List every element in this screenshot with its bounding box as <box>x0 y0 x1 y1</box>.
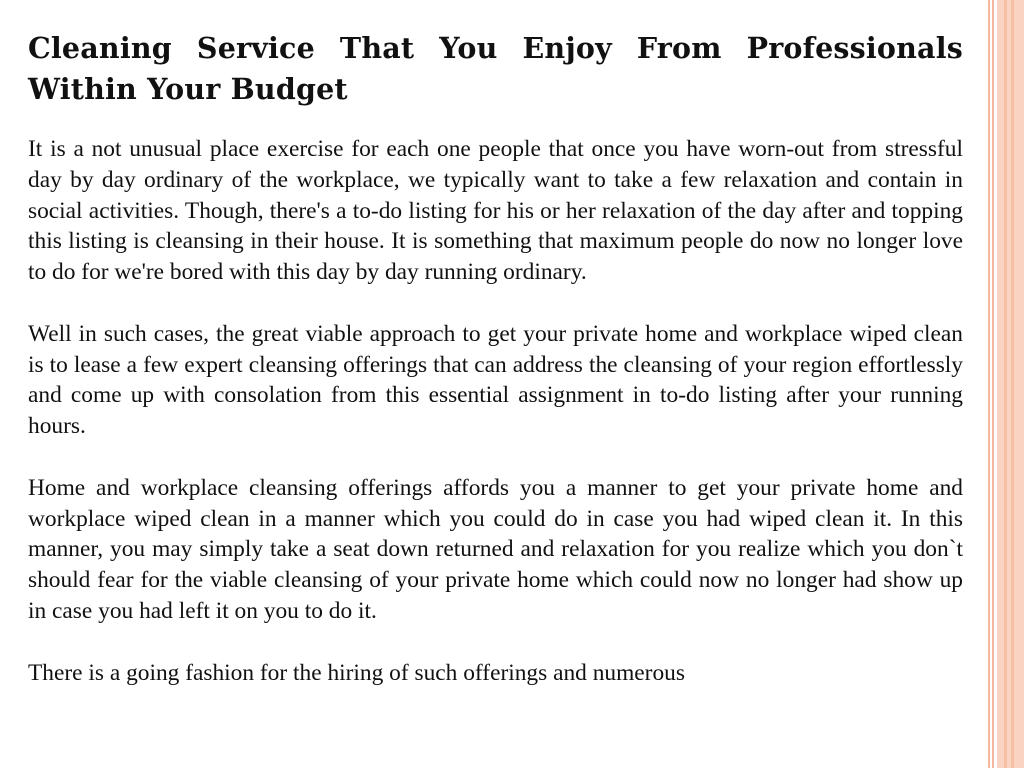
slide-title: Cleaning Service That You Enjoy From Professionals Within Your Budget <box>28 31 963 106</box>
border-line <box>988 0 990 768</box>
body-paragraph-1: It is a not unusual place exercise for each one people that once you have worn-out from stressful day by day ordinary of the workplace, we typically want to take a few relaxation and contain in social activities. Though, there's a to-do listing for his or her relaxation of the day after and topping this listing is cleansing in their house. It is something that maximum people do now no longer love to do for we're bored with this day by day running ordinary. <box>28 136 963 286</box>
body-paragraph-3: Home and workplace cleansing offerings affords you a manner to get your private home and workplace wiped clean in a manner which you could do in case you had wiped clean it. In this manner, you may simply take a seat down returned and relaxation for you realize which you don`t should fear for the viable cleansing of your private home which could now no longer had show up in case you had left it on you to do it. <box>28 474 963 624</box>
border-line <box>992 0 994 768</box>
border-line <box>1004 0 1007 768</box>
body-paragraph-4: There is a going fashion for the hiring of such offerings and numerous <box>28 659 685 686</box>
slide-content <box>28 28 963 719</box>
decorative-border-strip <box>978 0 1024 768</box>
border-line <box>1011 0 1014 768</box>
body-paragraph-2: Well in such cases, the great viable approach to get your private home and workplace wiped clean is to lease a few expert cleansing offerings that can address the cleansing of your region effortlessly and come up with consolation from this essential assignment in to-do listing after your running hours. <box>28 320 963 440</box>
